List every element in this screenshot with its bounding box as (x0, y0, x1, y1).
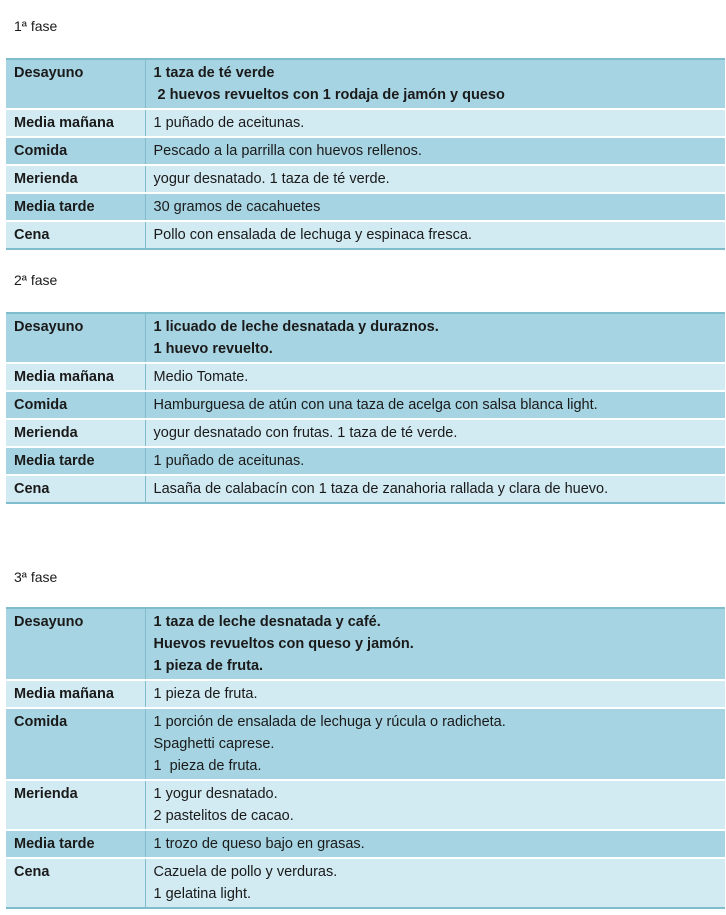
meal-description-line: 1 puñado de aceitunas. (153, 453, 305, 469)
table-row (6, 59, 725, 109)
meal-name: Merienda (6, 419, 145, 447)
phase-2-label: 2ª fase (14, 272, 58, 288)
meal-description-line: 1 taza de leche desnatada y café. (153, 614, 381, 630)
table-row (6, 475, 725, 503)
meal-description (145, 109, 725, 137)
phase-2-table (6, 312, 725, 504)
meal-description-line: Pollo con ensalada de lechuga y espinaca fresca. (153, 227, 472, 243)
meal-name: Cena (6, 475, 145, 503)
phase-3-table (6, 607, 725, 909)
meal-description-line: 2 huevos revueltos con 1 rodaja de jamón y queso (153, 87, 505, 103)
table-row (6, 165, 725, 193)
meal-description-line: 1 puñado de aceitunas. (153, 115, 305, 131)
meal-description (145, 447, 725, 475)
phase-1-table (6, 58, 725, 250)
meal-description-line: Pescado a la parrilla con huevos rellenos. (153, 143, 422, 159)
meal-name: Desayuno (6, 313, 145, 363)
meal-description-line: 1 licuado de leche desnatada y duraznos. (153, 319, 439, 335)
meal-description (145, 137, 725, 165)
meal-name: Comida (6, 708, 145, 780)
meal-description (145, 475, 725, 503)
meal-description-line: 1 trozo de queso bajo en grasas. (153, 836, 365, 852)
meal-description-line: 1 yogur desnatado. (153, 786, 278, 802)
table-row (6, 780, 725, 830)
table-row (6, 221, 725, 249)
meal-description (145, 830, 725, 858)
table-row (6, 137, 725, 165)
meal-description (145, 363, 725, 391)
meal-name: Media tarde (6, 193, 145, 221)
meal-description (145, 858, 725, 908)
meal-name: Media mañana (6, 680, 145, 708)
meal-description (145, 59, 725, 109)
table-row (6, 419, 725, 447)
meal-name: Desayuno (6, 59, 145, 109)
table-row (6, 193, 725, 221)
table-row (6, 109, 725, 137)
table-row (6, 830, 725, 858)
meal-description-line: Cazuela de pollo y verduras. (153, 864, 338, 880)
meal-description-line: 2 pastelitos de cacao. (153, 808, 294, 824)
table-row (6, 858, 725, 908)
meal-description-line: Huevos revueltos con queso y jamón. (153, 636, 414, 652)
meal-description (145, 193, 725, 221)
meal-description-line: 30 gramos de cacahuetes (153, 199, 321, 215)
meal-name: Media mañana (6, 363, 145, 391)
table-row (6, 391, 725, 419)
meal-name: Merienda (6, 165, 145, 193)
meal-description-line: Spaghetti caprese. (153, 736, 275, 752)
table-row (6, 680, 725, 708)
meal-name: Comida (6, 391, 145, 419)
meal-description-line: 1 porción de ensalada de lechuga y rúcula o radicheta. (153, 714, 506, 730)
meal-description-line: yogur desnatado con frutas. 1 taza de té verde. (153, 425, 458, 441)
meal-description-line: yogur desnatado. 1 taza de té verde. (153, 171, 390, 187)
meal-description (145, 313, 725, 363)
meal-name: Merienda (6, 780, 145, 830)
table-row (6, 313, 725, 363)
table-row (6, 608, 725, 680)
meal-name: Comida (6, 137, 145, 165)
meal-description-line: 1 gelatina light. (153, 886, 252, 902)
meal-description-line: 1 taza de té verde (153, 65, 275, 81)
meal-name: Cena (6, 858, 145, 908)
phase-3-label: 3ª fase (14, 569, 58, 585)
meal-description (145, 221, 725, 249)
meal-description (145, 608, 725, 680)
meal-description-line: 1 pieza de fruta. (153, 686, 258, 702)
meal-description-line: 1 pieza de fruta. (153, 658, 264, 674)
meal-name: Media tarde (6, 830, 145, 858)
meal-name: Cena (6, 221, 145, 249)
meal-description (145, 708, 725, 780)
meal-description (145, 780, 725, 830)
meal-name: Media mañana (6, 109, 145, 137)
meal-name: Desayuno (6, 608, 145, 680)
table-row (6, 363, 725, 391)
meal-description (145, 165, 725, 193)
meal-description-line: 1 pieza de fruta. (153, 758, 262, 774)
meal-description-line: 1 huevo revuelto. (153, 341, 273, 357)
meal-description (145, 419, 725, 447)
meal-description-line: Lasaña de calabacín con 1 taza de zanahoria rallada y clara de huevo. (153, 481, 609, 497)
table-row (6, 708, 725, 780)
phase-1-label: 1ª fase (14, 18, 58, 34)
meal-description-line: Medio Tomate. (153, 369, 249, 385)
meal-description (145, 680, 725, 708)
table-row (6, 447, 725, 475)
meal-name: Media tarde (6, 447, 145, 475)
meal-description-line: Hamburguesa de atún con una taza de acelga con salsa blanca light. (153, 397, 598, 413)
meal-description (145, 391, 725, 419)
